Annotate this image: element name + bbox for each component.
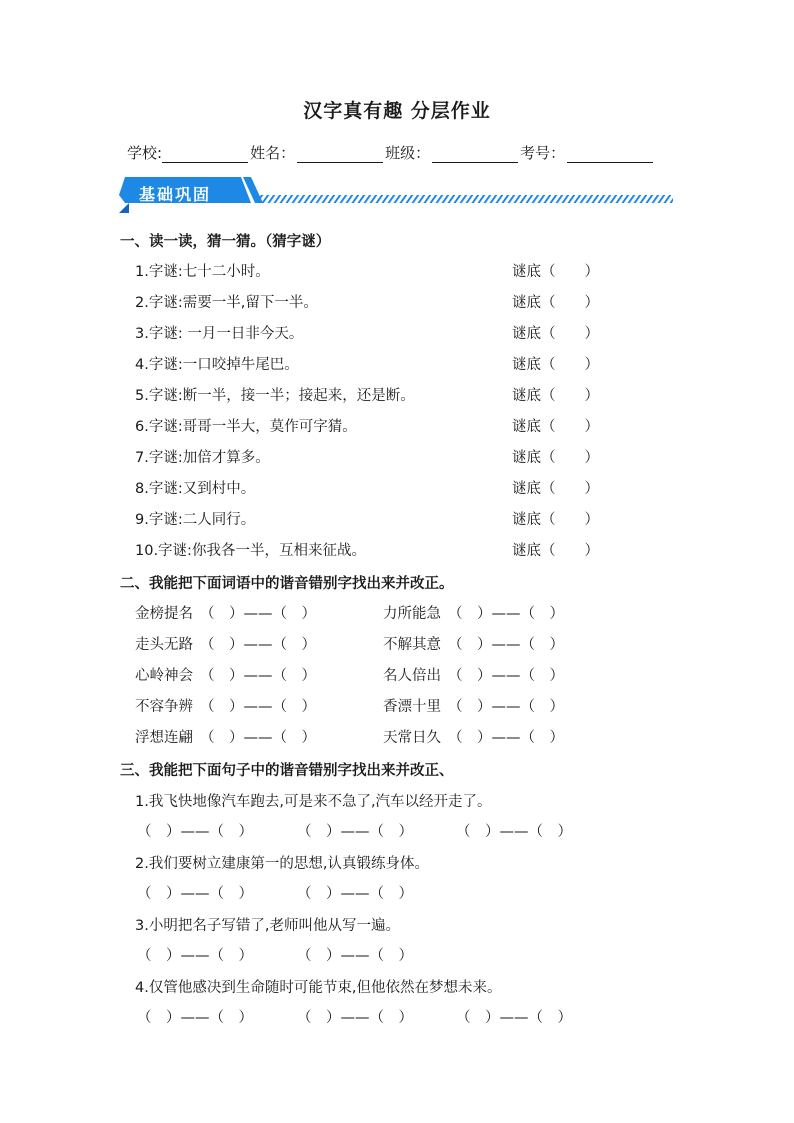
riddle-answer-blank[interactable]: 谜底（ ）: [512, 388, 599, 404]
banner-stripes: [259, 195, 673, 203]
riddle-item: 6.字谜:哥哥一半大，莫作可字猜。: [135, 419, 357, 435]
riddle-item: 1.字谜:七十二小时。: [135, 264, 270, 280]
correction-blank[interactable]: （ ）——（ ）: [456, 824, 572, 840]
misspelled-word: 天常日久: [383, 730, 441, 746]
riddle-item: 2.字谜:需要一半,留下一半。: [135, 295, 318, 311]
riddle-answer-blank[interactable]: 谜底（ ）: [512, 264, 599, 280]
misspelled-word: 名人倍出: [383, 668, 441, 684]
correction-blank[interactable]: （ ）——（ ）: [448, 668, 564, 684]
misspelled-word: 不容争辨: [135, 699, 193, 715]
exam-number-label: 考号：: [520, 144, 566, 162]
section3-heading: 三、我能把下面句子中的谐音错别字找出来并改正、: [120, 763, 454, 779]
correction-blank[interactable]: （ ）——（ ）: [137, 886, 253, 902]
correction-blank[interactable]: （ ）——（ ）: [137, 1010, 253, 1026]
misspelled-word: 心岭神会: [135, 668, 193, 684]
class-label: 班级：: [385, 144, 431, 162]
correction-blank[interactable]: （ ）——（ ）: [448, 637, 564, 653]
misspelled-word: 香漂十里: [383, 699, 441, 715]
riddle-answer-blank[interactable]: 谜底（ ）: [512, 512, 599, 528]
section1-heading: 一、读一读，猜一猜。（猜字谜）: [120, 234, 331, 250]
correction-blank[interactable]: （ ）——（ ）: [200, 730, 316, 746]
correction-blank[interactable]: （ ）——（ ）: [200, 668, 316, 684]
riddle-item: 10.字谜:你我各一半，互相来征战。: [135, 543, 366, 559]
riddle-answer-blank[interactable]: 谜底（ ）: [512, 481, 599, 497]
correction-blank[interactable]: （ ）——（ ）: [297, 886, 413, 902]
school-field[interactable]: [162, 146, 248, 163]
name-field[interactable]: [297, 146, 383, 163]
exam-number-field[interactable]: [567, 146, 653, 163]
name-label: 姓名：: [250, 144, 296, 162]
correction-blank[interactable]: （ ）——（ ）: [297, 948, 413, 964]
sentence-item: 4.仅管他感决到生命随时可能节束,但他依然在梦想未来。: [135, 980, 502, 996]
correction-blank[interactable]: （ ）——（ ）: [448, 730, 564, 746]
riddle-answer-blank[interactable]: 谜底（ ）: [512, 419, 599, 435]
banner-label: 基础巩固: [139, 185, 212, 204]
misspelled-word: 金榜提名: [135, 606, 193, 622]
riddle-answer-blank[interactable]: 谜底（ ）: [512, 357, 599, 373]
section2-heading: 二、我能把下面词语中的谐音错别字找出来并改正。: [120, 576, 454, 592]
banner-fold-shape: [119, 203, 129, 213]
sentence-item: 3.小明把名子写错了,老师叫他从写一遍。: [135, 918, 400, 934]
correction-blank[interactable]: （ ）——（ ）: [456, 1010, 572, 1026]
correction-blank[interactable]: （ ）——（ ）: [448, 699, 564, 715]
riddle-answer-blank[interactable]: 谜底（ ）: [512, 326, 599, 342]
class-field[interactable]: [432, 146, 518, 163]
misspelled-word: 走头无路: [135, 637, 193, 653]
correction-blank[interactable]: （ ）——（ ）: [448, 606, 564, 622]
riddle-item: 3.字谜: 一月一日非今天。: [135, 326, 304, 342]
correction-blank[interactable]: （ ）——（ ）: [297, 1010, 413, 1026]
student-info-line: [127, 142, 655, 163]
riddle-answer-blank[interactable]: 谜底（ ）: [512, 450, 599, 466]
correction-blank[interactable]: （ ）——（ ）: [200, 606, 316, 622]
riddle-answer-blank[interactable]: 谜底（ ）: [512, 295, 599, 311]
misspelled-word: 力所能急: [383, 606, 441, 622]
correction-blank[interactable]: （ ）——（ ）: [200, 637, 316, 653]
sentence-item: 1.我飞快地像汽车跑去,可是来不急了,汽车以经开走了。: [135, 794, 492, 810]
riddle-item: 9.字谜:二人同行。: [135, 512, 256, 528]
misspelled-word: 不解其意: [383, 637, 441, 653]
riddle-answer-blank[interactable]: 谜底（ ）: [512, 543, 599, 559]
page-title: 汉字真有趣 分层作业: [303, 100, 491, 122]
school-label: 学校:: [127, 144, 163, 162]
misspelled-word: 浮想连翩: [135, 730, 193, 746]
riddle-item: 4.字谜:一口咬掉牛尾巴。: [135, 357, 299, 373]
correction-blank[interactable]: （ ）——（ ）: [137, 948, 253, 964]
riddle-item: 5.字谜:断一半，接一半；接起来，还是断。: [135, 388, 415, 404]
sentence-item: 2.我们要树立建康第一的思想,认真锻练身体。: [135, 856, 429, 872]
riddle-item: 8.字谜:又到村中。: [135, 481, 256, 497]
correction-blank[interactable]: （ ）——（ ）: [297, 824, 413, 840]
riddle-item: 7.字谜:加倍才算多。: [135, 450, 270, 466]
correction-blank[interactable]: （ ）——（ ）: [137, 824, 253, 840]
correction-blank[interactable]: （ ）——（ ）: [200, 699, 316, 715]
